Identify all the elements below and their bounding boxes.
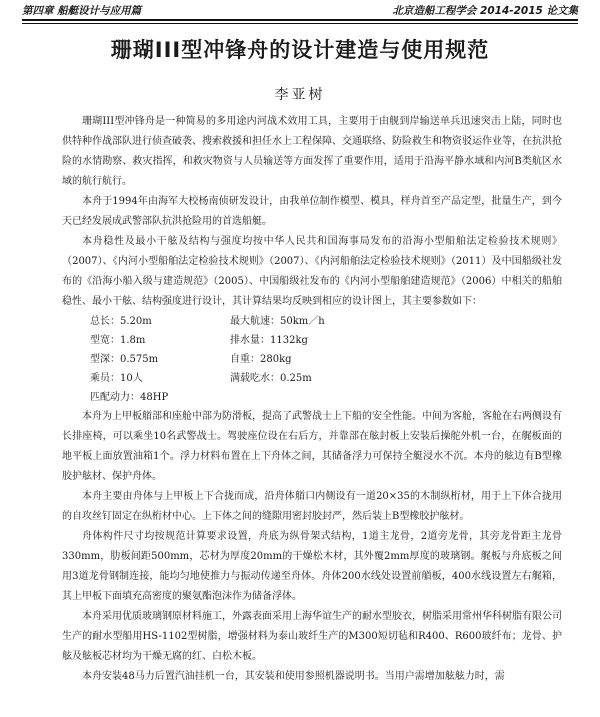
paragraph: 本舟于1994年由海军大校杨南侦研发设计，由我单位制作模型、模具，样舟首至产品定型，批量生产，到今天已经发展成武警部队抗洪抢险用的首选船艇。	[62, 196, 562, 227]
header-proceedings: 北京造船工程学会 2014-2015 论文集	[392, 5, 578, 17]
paper-author: 李亚树	[274, 87, 326, 103]
paragraph: 本舟稳性及最小干舷及结构与强度均按中华人民共和国海事局发布的沿海小型船舶法定检验技术规则》（2007）、《内河小型船舶法定检验技术规则》（2007）、《内河船舶法定检验技术规则》（2011）及中国船级社发布的《沿海小船入级与建造规范》（2005）、中国船级社发布的《内河小型船舶建造规范》（2006）中相关的船舶稳性、最小干舷、结构强度进行设计，其计算结果均反映到相应的设计图上，其主要参数如下：	[62, 236, 562, 307]
header-chapter: 第四章 船艇设计与应用篇	[22, 5, 142, 17]
spec-item: 型宽：1.8m	[90, 335, 146, 346]
running-header	[22, 2, 578, 18]
spec-power: 匹配动力：48HP	[90, 392, 169, 403]
paper-body	[62, 112, 562, 687]
paragraph: 舟体构件尺寸均按规范计算要求设置，舟底为纵骨架式结构，1道主龙骨，2道旁龙骨，其旁龙骨距主龙骨330mm，肋板间距500mm，芯材为厚度20mm的干燥松木材，其外覆2mm厚度的玻璃钢。艉板与舟底板之间用3道龙骨钢制连接，能均匀地使推力与振动传递至舟体。舟体200水线处设置前艏板，400水线设置左右艉箱，其上甲板下面填充高密度的聚氨酯泡沫作为储备浮体。	[62, 531, 562, 602]
header-rule-thin	[22, 23, 578, 24]
paragraph: 珊瑚III型冲锋舟是一种简易的多用途内河战术效用工具，主要用于由舰到岸输送单兵迅速突击上陆，同时也供特种作战部队进行侦查破袭、搜索救援和担任水上工程保障、交通联络、防险救生和物资驳运作业等，在抗洪抢险的水情勘察、救灾指挥，和救灾物资与人员输送等方面发挥了重要作用，适用于沿海平静水域和内河B类航区水域的航行航行。	[62, 116, 562, 187]
paragraph: 本舟安装48马力后置汽油挂机一台，其安装和使用参照机器说明书。当用户需增加舷舷力时，需	[82, 671, 505, 682]
header-rule-thick	[22, 19, 578, 21]
paragraph: 本舟主要由舟体与上甲板上下合拢而成，沿舟体艏口内侧设有一道20×35的木制纵桁材，用于上下体合拢用的自攻丝钉固定在纵桁材中心。上下体之间的缝隙用密封胶封严，然后装上B型橡胶护舷材。	[62, 491, 562, 522]
spec-item: 排水量：1132kg	[230, 335, 308, 346]
paper-title: 珊瑚III型冲锋舟的设计建造与使用规范	[110, 38, 490, 62]
spec-item: 乘员：10人	[90, 373, 143, 384]
spec-item: 总长：5.20m	[90, 316, 152, 327]
spec-item: 最大航速：50km／h	[230, 316, 325, 327]
paragraph: 本舟为上甲板艏部和座舱中部为防滑板，提高了武警战士上下船的安全性能。中间为客舱，客舱在右两侧设有长排座椅，可以乘坐10名武警战士。驾驶座位设在右后方，并靠部在舷封板上安装后操舵外机一台，在艉板面的地平板上面放置油箱1个。浮力材料布置在上下舟体之间，其储备浮力可保持全艇浸水不沉。本舟的舷边有B型橡胶护舷材、保护舟体。	[62, 411, 562, 482]
spec-table	[90, 312, 562, 407]
spec-item: 满载吃水：0.25m	[230, 373, 312, 384]
spec-item: 自重：280kg	[230, 354, 292, 365]
spec-item: 型深：0.575m	[90, 354, 159, 365]
paragraph: 本舟采用优质玻璃钢原材料施工，外露表面采用上海华谊生产的耐水型胶衣，树脂采用常州华科树脂有限公司生产的耐水型船用HS-1102型树脂，增强材料为泰山玻纤生产的M300短切毡和R400、R600玻纤布；龙骨、护舷及舷板芯材均为干燥无腐的红、白松木板。	[62, 611, 562, 662]
